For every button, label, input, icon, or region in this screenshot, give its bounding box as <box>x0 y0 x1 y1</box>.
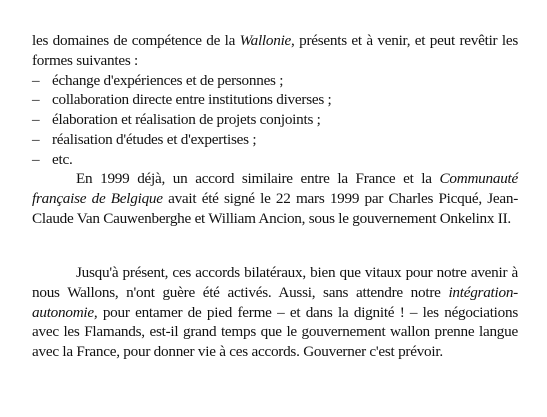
list-item <box>32 90 518 110</box>
list-item <box>32 130 518 150</box>
paragraph-accord-1999 <box>32 169 518 228</box>
list-item-text: etc. <box>52 150 73 168</box>
list-item-text: réalisation d'études et d'expertises ; <box>52 130 257 148</box>
intro-text-before: les domaines de compétence de la <box>32 32 240 49</box>
communaute-term: Communauté française de Belgique <box>32 170 518 207</box>
paragraph-conclusion-text <box>32 263 518 362</box>
paragraph-accord-text <box>32 169 518 228</box>
list-item-text: élaboration et réalisation de projets conjoints ; <box>52 111 321 129</box>
list-item-text: échange d'expériences et de personnes ; <box>52 71 284 89</box>
list-item <box>32 150 518 170</box>
accord-text-start: En 1999 déjà, un accord similaire entre la France et la <box>76 170 440 187</box>
list-item-text: collaboration directe entre institutions diverses ; <box>52 91 332 109</box>
dash-marker: – <box>32 130 40 148</box>
wallonie-term: Wallonie <box>239 32 292 49</box>
paragraph-forms <box>32 31 518 170</box>
integration-term: intégration-autonomie <box>32 283 518 321</box>
accord-text-end: avait été signé le 22 mars 1999 par Charles Picqué, Jean-Claude Van Cauwenberghe et William Ancion, sous le gouvernement Onkelinx II. <box>32 189 518 227</box>
dash-marker: – <box>32 71 40 89</box>
conclusion-text-end: , pour entamer de pied ferme – et dans la dignité ! – les négociations avec les Flamands, est-il grand temps que le gouvernement wallon prenne langue avec la France, pour donner vie à ces accords. Gouverner c'est prévoir. <box>32 303 518 361</box>
paragraph-conclusion <box>32 263 518 362</box>
dash-marker: – <box>32 111 40 129</box>
list-item <box>32 110 518 130</box>
conclusion-text-start: Jusqu'à présent, ces accords bilatéraux, bien que vitaux pour notre avenir à nous Wallons, n'ont guère été activés. Aussi, sans attendre notre <box>32 264 518 301</box>
forms-list <box>32 71 518 170</box>
intro-text-after: , présents et à venir, et peut revêtir les formes suivantes : <box>32 32 518 69</box>
dash-marker: – <box>32 91 40 109</box>
dash-marker: – <box>32 150 40 168</box>
paragraph-intro <box>32 31 518 71</box>
list-item <box>32 71 518 91</box>
